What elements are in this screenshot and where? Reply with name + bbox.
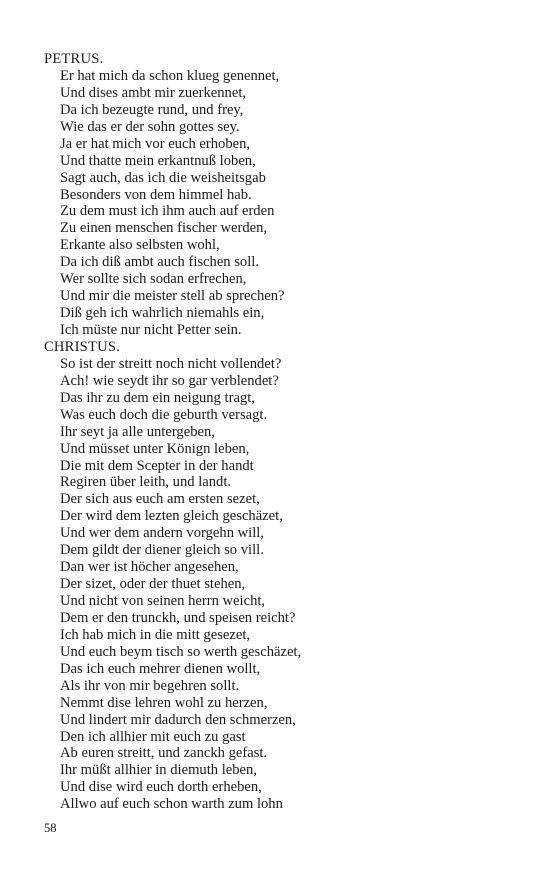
verse-line: Und wer dem andern vorgehn will, xyxy=(60,525,264,542)
verse-line: Er hat mich da schon klueg genennet, xyxy=(60,67,280,84)
verse-line: Der sizet, oder der thuet stehen, xyxy=(60,576,246,593)
verse-line: Und euch beym tisch so werth geschäzet, xyxy=(60,643,302,660)
verse-line: Was euch doch die geburth versagt. xyxy=(60,406,268,423)
verse-line: Ab euren streitt, und zanckh gefast. xyxy=(60,745,268,762)
verse-line: Und lindert mir dadurch den schmerzen, xyxy=(60,711,296,728)
verse-line: Ja er hat mich vor euch erhoben, xyxy=(60,135,251,152)
verse-line: Ihr müßt allhier in diemuth leben, xyxy=(60,762,257,779)
verse-line: Ich hab mich in die mitt gesezet, xyxy=(60,626,251,643)
verse-text xyxy=(44,51,514,813)
verse-line: Regiren über leith, und landt. xyxy=(60,474,232,491)
verse-line: Da ich diß ambt auch fischen soll. xyxy=(60,254,259,271)
verse-line: Da ich bezeugte rund, und frey, xyxy=(60,101,244,118)
verse-line: Allwo auf euch schon warth zum lohn xyxy=(60,796,283,813)
verse-line: Dem gildt der diener gleich so vill. xyxy=(60,542,264,559)
verse-line: Zu dem must ich ihm auch auf erden xyxy=(60,203,275,220)
verse-line: Und thatte mein erkantnuß loben, xyxy=(60,152,256,169)
verse-line: Zu einen menschen fischer werden, xyxy=(60,220,268,237)
verse-line: Wie das er der sohn gottes sey. xyxy=(60,118,240,135)
verse-line: Dem er den trunckh, und speisen reicht? xyxy=(60,609,296,626)
verse-line: Als ihr von mir begehren sollt. xyxy=(60,677,240,694)
verse-line: Und mir die meister stell ab sprechen? xyxy=(60,288,285,305)
verse-line: Wer sollte sich sodan erfrechen, xyxy=(60,271,247,288)
verse-line: Und dises ambt mir zuerkennet, xyxy=(60,84,247,101)
verse-line: Das ihr zu dem ein neigung tragt, xyxy=(60,389,255,406)
verse-line: Nemmt dise lehren wohl zu herzen, xyxy=(60,694,268,711)
verse-line: Der wird dem lezten gleich geschäzet, xyxy=(60,508,283,525)
verse-line: Und nicht von seinen herrn weicht, xyxy=(60,593,266,609)
verse-line: Und müsset unter Könign leben, xyxy=(60,440,250,457)
verse-line: So ist der streitt noch nicht vollendet? xyxy=(60,355,282,372)
verse-line: Sagt auch, das ich die weisheitsgab xyxy=(60,169,266,186)
verse-line: Der sich aus euch am ersten sezet, xyxy=(60,491,260,508)
verse-line: Die mit dem Scepter in der handt xyxy=(60,457,254,474)
verse-line: Ihr seyt ja alle untergeben, xyxy=(60,423,215,440)
speaker-label-petrus: PETRUS. xyxy=(44,51,104,67)
verse-line: Dan wer ist höcher angesehen, xyxy=(60,559,239,576)
verse-line: Ich müste nur nicht Petter sein. xyxy=(60,322,242,338)
verse-line: Das ich euch mehrer dienen wollt, xyxy=(60,660,261,677)
verse-line: Ach! wie seydt ihr so gar verblendet? xyxy=(60,372,279,389)
speaker-label-christus: CHRISTUS. xyxy=(44,338,121,355)
verse-line: Erkante also selbsten wohl, xyxy=(60,237,220,254)
verse-line: Und dise wird euch dorth erheben, xyxy=(60,779,262,796)
verse-line: Diß geh ich wahrlich niemahls ein, xyxy=(60,305,265,322)
verse-line: Besonders von dem himmel hab. xyxy=(60,186,252,203)
verse-line: Den ich allhier mit euch zu gast xyxy=(60,728,246,745)
page-number: 58 xyxy=(44,821,57,835)
